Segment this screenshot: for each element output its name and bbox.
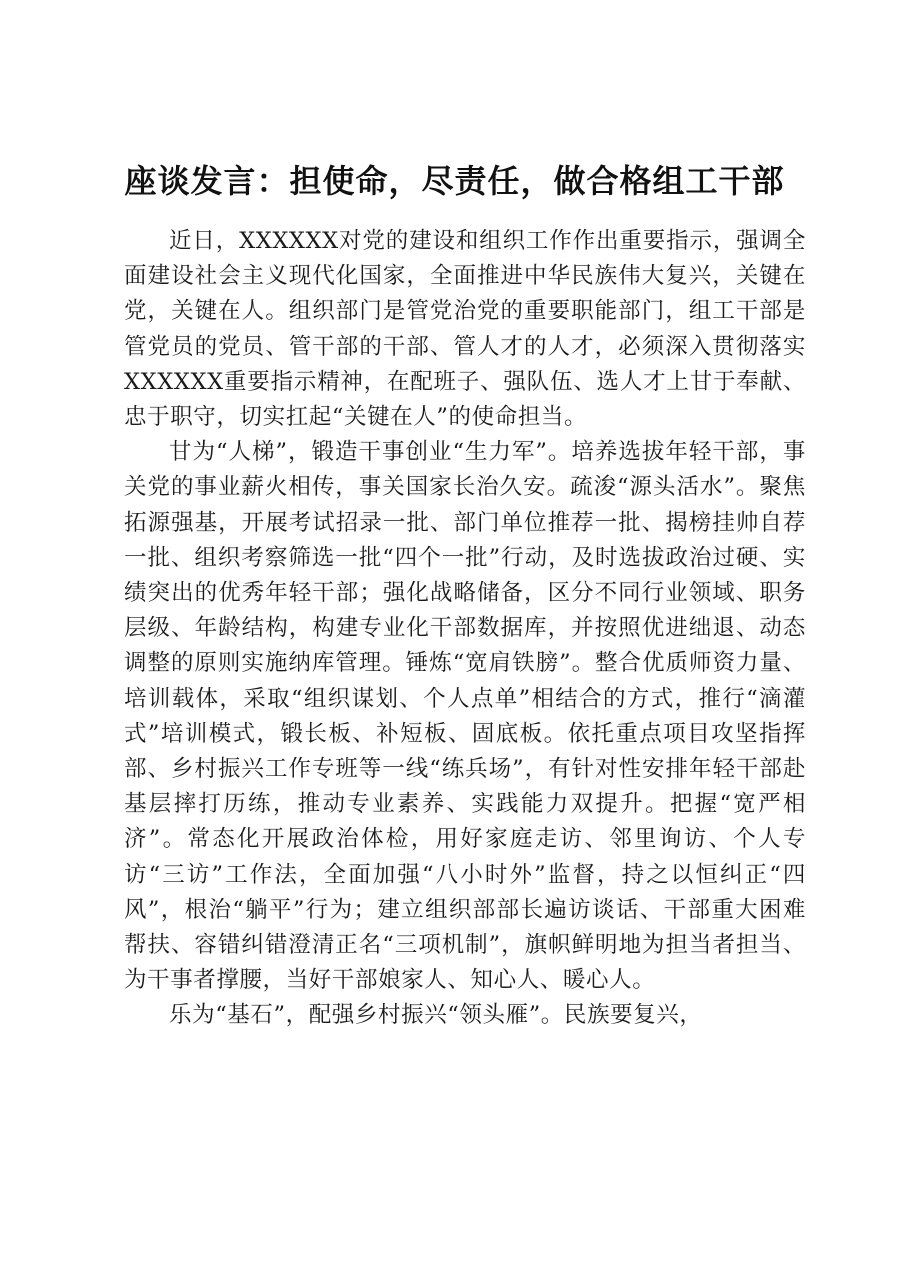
paragraph-2: 甘为“人梯”，锻造干事创业“生力军”。培养选拔年轻干部，事关党的事业薪火相传，事关国家长治久安。疏浚“源头活水”。聚焦拓源强基，开展考试招录一批、部门单位推荐一批、揭榜挂帅自荐一批、组织考察筛选一批“四个一批”行动，及时选拔政治过硬、实绩突出的优秀年轻干部；强化战略储备，区分不同行业领域、职务层级、年龄结构，构建专业化干部数据库，并按照优进绌退、动态调整的原则实施纳库管理。锤炼“宽肩铁膀”。整合优质师资力量、培训载体，采取“组织谋划、个人点单”相结合的方式，推行“滴灌式”培训模式，锻长板、补短板、固底板。依托重点项目攻坚指挥部、乡村振兴工作专班等一线“练兵场”，有针对性安排年轻干部赴基层摔打历练，推动专业素养、实践能力双提升。把握“宽严相济”。常态化开展政治体检，用好家庭走访、邻里询访、个人专访“三访”工作法，全面加强“八小时外”监督，持之以恒纠正“四风”，根治“躺平”行为；建立组织部部长遍访谈话、干部重大困难帮扶、容错纠错澄清正名“三项机制”，旗帜鲜明地为担当者担当、为干事者撑腰，当好干部娘家人、知心人、暖心人。 xyxy=(124,439,806,994)
document-title: 座谈发言：担使命，尽责任，做合格组工干部 xyxy=(124,162,785,200)
document-body xyxy=(124,224,806,1034)
paragraph-3: 乐为“基石”，配强乡村振兴“领头雁”。民族要复兴， xyxy=(169,1002,703,1029)
paragraph-1: 近日，XXXXXX对党的建设和组织工作作出重要指示，强调全面建设社会主义现代化国家，全面推进中华民族伟大复兴，关键在党，关键在人。组织部门是管党治党的重要职能部门，组工干部是管党员的党员、管干部的干部、管人才的人才，必须深入贯彻落实XXXXXX重要指示精神，在配班子、强队伍、选人才上甘于奉献、忠于职守，切实扛起“关键在人”的使命担当。 xyxy=(124,228,806,431)
